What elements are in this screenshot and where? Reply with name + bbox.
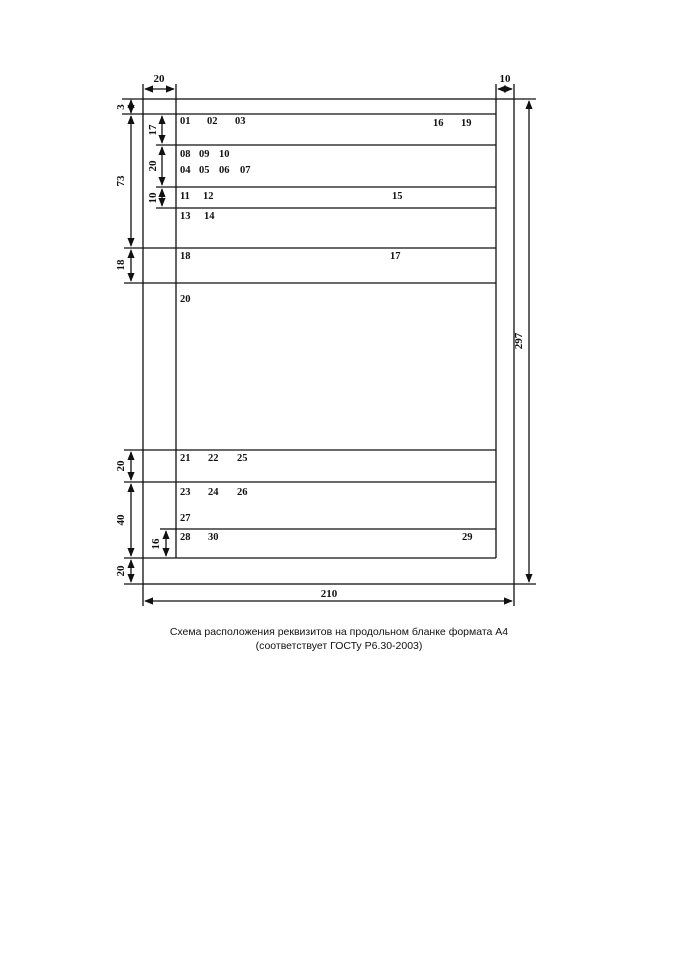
dim-label-10: 10	[147, 192, 159, 204]
field-13: 13	[180, 211, 191, 222]
dimension-lines	[122, 84, 536, 606]
field-12: 12	[203, 191, 214, 202]
field-23: 23	[180, 487, 191, 498]
field-10: 10	[219, 149, 230, 160]
field-25: 25	[237, 453, 248, 464]
field-09: 09	[199, 149, 210, 160]
caption-standard: (соответствует ГОСТу Р6.30-2003)	[255, 640, 423, 652]
field-28: 28	[180, 532, 191, 543]
field-30: 30	[208, 532, 219, 543]
dim-label-page-width: 210	[320, 588, 338, 600]
field-29: 29	[462, 532, 473, 543]
dim-label-17: 17	[147, 124, 159, 136]
field-21: 21	[180, 453, 191, 464]
field-15: 15	[392, 191, 403, 202]
field-17: 17	[390, 251, 401, 262]
field-22: 22	[208, 453, 219, 464]
field-06: 06	[219, 165, 230, 176]
dim-label-16: 16	[150, 538, 162, 550]
field-14: 14	[204, 211, 215, 222]
field-26: 26	[237, 487, 248, 498]
field-04: 04	[180, 165, 191, 176]
field-20: 20	[180, 294, 191, 305]
field-27: 27	[180, 513, 191, 524]
field-02: 02	[207, 116, 218, 127]
dim-label-40: 40	[115, 514, 127, 526]
dim-label-header-height: 73	[115, 175, 127, 187]
field-11: 11	[180, 191, 190, 202]
dim-label-20-header: 20	[147, 160, 159, 172]
dim-label-left-margin: 20	[153, 73, 165, 85]
field-08: 08	[180, 149, 191, 160]
dim-label-20-bottom-b: 20	[115, 565, 127, 577]
dim-label-right-margin: 10	[499, 73, 511, 85]
dim-label-20-bottom-a: 20	[115, 460, 127, 472]
field-03: 03	[235, 116, 246, 127]
caption-title: Схема расположения реквизитов на продольном бланке формата А4	[169, 626, 509, 638]
field-grid	[176, 114, 496, 558]
field-01: 01	[180, 116, 191, 127]
dim-label-top-margin: 3	[115, 104, 127, 110]
dim-label-18: 18	[115, 259, 127, 271]
field-19: 19	[461, 118, 472, 129]
field-18: 18	[180, 251, 191, 262]
field-05: 05	[199, 165, 210, 176]
field-07: 07	[240, 165, 251, 176]
dim-label-page-height: 297	[513, 332, 525, 350]
field-16: 16	[433, 118, 444, 129]
field-24: 24	[208, 487, 219, 498]
